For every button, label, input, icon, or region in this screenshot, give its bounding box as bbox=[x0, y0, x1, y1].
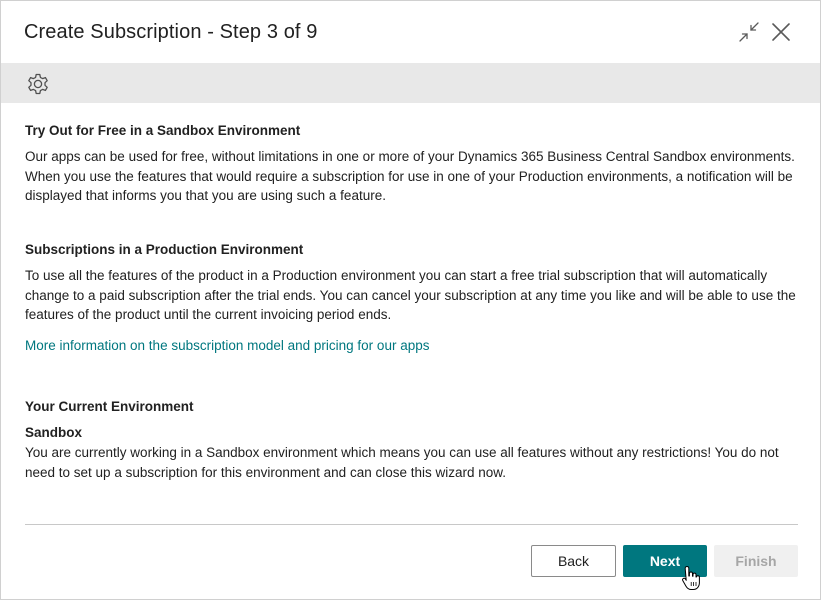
finish-button[interactable]: Finish bbox=[714, 545, 798, 577]
current-environment-heading: Your Current Environment bbox=[25, 399, 194, 414]
dialog-title: Create Subscription - Step 3 of 9 bbox=[24, 21, 318, 43]
production-description: To use all the features of the product in a Production environment you can start a free trial subscription that will automatically change to a paid subscription after the trial ends. You can cancel your subscription at any time you like and will be able to use the features of the product until the current invoicing period ends. bbox=[25, 268, 796, 322]
gear-icon[interactable] bbox=[25, 71, 51, 97]
environment-name: Sandbox bbox=[25, 425, 83, 440]
close-icon[interactable] bbox=[769, 20, 793, 44]
pricing-info-link[interactable]: More information on the subscription model and pricing for our apps bbox=[25, 338, 430, 353]
back-button[interactable]: Back bbox=[531, 545, 616, 577]
footer-divider bbox=[25, 524, 798, 525]
collapse-icon[interactable] bbox=[738, 21, 760, 43]
production-heading: Subscriptions in a Production Environment bbox=[25, 242, 304, 257]
sandbox-description: Our apps can be used for free, without limitations in one or more of your Dynamics 365 Business Central Sandbox environments. When you use the features that would require a subscription for use in one of your Production environments, a notification will be displayed that informs you that you are using such a feature. bbox=[25, 149, 795, 203]
sandbox-heading: Try Out for Free in a Sandbox Environment bbox=[25, 123, 301, 138]
action-bar bbox=[1, 63, 820, 103]
title-bar bbox=[1, 1, 820, 63]
next-button[interactable]: Next bbox=[623, 545, 707, 577]
current-environment-description: You are currently working in a Sandbox environment which means you can use all features without any restrictions! You do not need to set up a subscription for this environment and can close this wizard now. bbox=[25, 445, 779, 480]
